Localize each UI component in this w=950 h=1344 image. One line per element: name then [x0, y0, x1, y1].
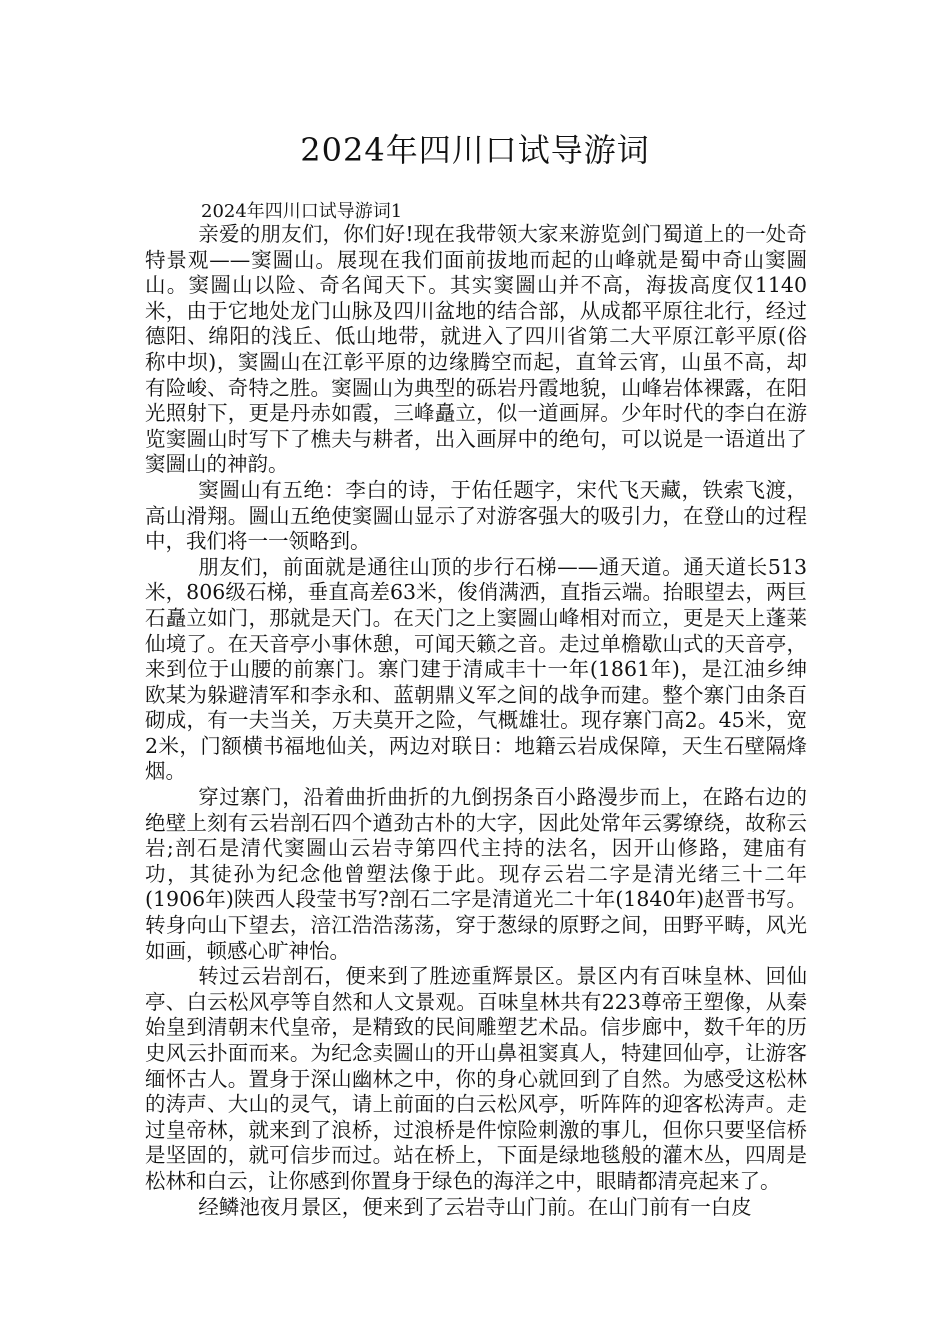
paragraph-2: 窦圌山有五绝：李白的诗，于佑任题字，宋代飞天藏，铁索飞渡，高山滑翔。圌山五绝使窦圌山显示了对游客强大的吸引力，在登山的过程中，我们将一一领略到。: [145, 477, 807, 554]
paragraph-3: 朋友们，前面就是通往山顶的步行石梯——通天道。通天道长513米，806级石梯，垂直高差63米，俊俏满洒，直指云端。抬眼望去，两巨石矗立如门，那就是天门。在天门之上窦圌山峰相对而立，更是天上蓬莱仙境了。在天音亭小事休憩，可闻天籁之音。走过单檐歇山式的天音亭，来到位于山腰的前寨门。寨门建于清咸丰十一年(1861年)，是江油乡绅欧某为躲避清军和李永和、蓝朝鼎义军之间的战争而建。整个寨门由条百砌成，有一夫当关，万夫莫开之险，气概雄壮。现存寨门高2。45米，宽2米，门额横书福地仙关，两边对联日：地籍云岩成保障，天生石壁隔烽烟。: [145, 554, 807, 784]
paragraph-1: 亲爱的朋友们，你们好!现在我带领大家来游览剑门蜀道上的一处奇特景观——窦圌山。展现在我们面前拔地而起的山峰就是蜀中奇山窦圌山。窦圌山以险、奇名闻天下。其实窦圌山并不高，海拔高度仅1140米，由于它地处龙门山脉及四川盆地的结合部，从成都平原往北行，经过德阳、绵阳的浅丘、低山地带，就进入了四川省第二大平原江彰平原(俗称中坝)，窦圌山在江彰平原的边缘腾空而起，直耸云宵，山虽不高，却有险峻、奇特之胜。窦圌山为典型的砾岩丹霞地貌，山峰岩体裸露，在阳光照射下，更是丹赤如霞，三峰矗立，似一道画屏。少年时代的李白在游览窦圌山时写下了樵夫与耕者，出入画屏中的绝句，可以说是一语道出了窦圌山的神韵。: [145, 222, 807, 477]
paragraph-4: 穿过寨门，沿着曲折曲折的九倒拐条百小路漫步而上，在路右边的绝壁上刻有云岩剖石四个遒劲古朴的大字，因此处常年云雾缭绕，故称云岩;剖石是清代窦圌山云岩寺第四代主持的法名，因开山修路，建庙有功，其徒孙为纪念他曾塑法像于此。现存云岩二字是清光绪三十二年(1906年)陕西人段莹书写?剖石二字是清道光二十年(1840年)赵晋书写。转身向山下望去，涪江浩浩荡荡，穿于葱绿的原野之间，田野平畴，风光如画，顿感心旷神怡。: [145, 785, 807, 963]
document-title: 2024年四川口试导游词: [300, 131, 650, 169]
paragraph-5: 转过云岩剖石，便来到了胜迹重辉景区。景区内有百味皇林、回仙亭、白云松风亭等自然和人文景观。百味皇林共有223尊帝王塑像，从秦始皇到清朝末代皇帝，是精致的民间雕塑艺术品。信步廊中，数千年的历史风云扑面而来。为纪念卖圌山的开山鼻祖窦真人，特建回仙亭，让游客缅怀古人。置身于深山幽林之中，你的身心就回到了自然。为感受这松林的涛声、大山的灵气，请上前面的白云松风亭，听阵阵的迎客松涛声。走过皇帝林，就来到了浪桥，过浪桥是件惊险刺激的事儿，但你只要坚信桥是坚固的，就可信步而过。站在桥上，下面是绿地毯般的灌木丛，四周是松林和白云，让你感到你置身于绿色的海洋之中，眼睛都清亮起来了。: [145, 964, 807, 1193]
document-subtitle: 2024年四川口试导游词1: [201, 201, 403, 222]
document-body: [145, 222, 807, 1220]
paragraph-6: 经鳞池夜月景区，便来到了云岩寺山门前。在山门前有一白皮: [198, 1194, 752, 1219]
